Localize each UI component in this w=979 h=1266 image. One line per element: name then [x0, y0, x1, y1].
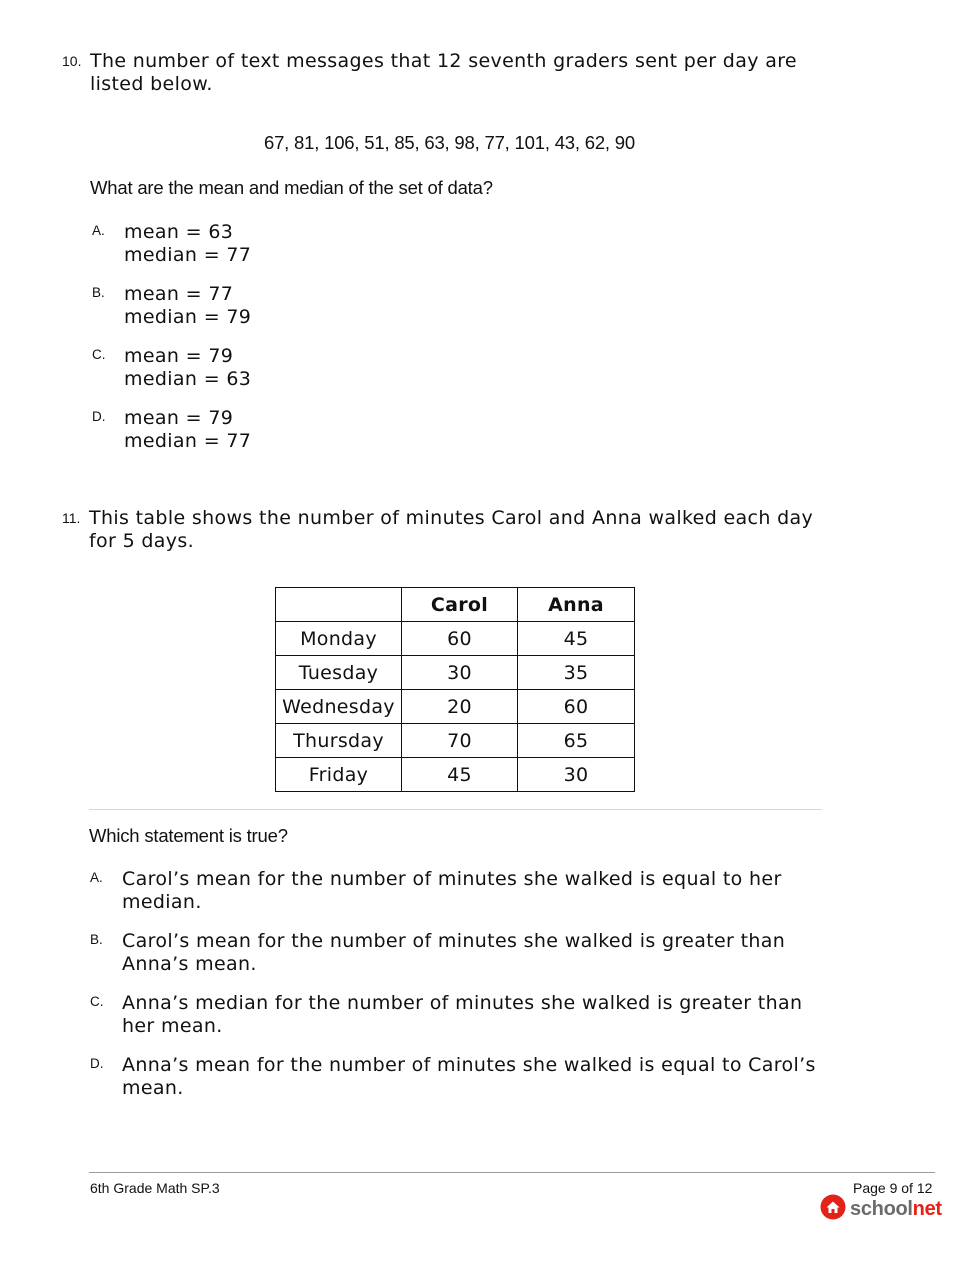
- q10-option-c-mean: mean = 79: [124, 345, 234, 367]
- q10-option-b[interactable]: [124, 283, 251, 329]
- table-cell-carol: 20: [402, 690, 518, 724]
- q10-option-a-letter: A.: [92, 223, 105, 238]
- q11-number: 11.: [62, 510, 81, 526]
- q11-option-c-letter: C.: [90, 994, 104, 1009]
- table-cell-day: Thursday: [276, 724, 402, 758]
- q10-option-d-letter: D.: [92, 409, 106, 424]
- q10-option-a-mean: mean = 63: [124, 221, 234, 243]
- table-cell-anna: 45: [518, 622, 635, 656]
- table-row: [276, 690, 635, 724]
- q10-option-c-letter: C.: [92, 347, 106, 362]
- table-cell-day: Monday: [276, 622, 402, 656]
- q11-option-c[interactable]: Anna’s median for the number of minutes she walked is greater than her mean.: [122, 992, 803, 1037]
- logo-text-net: net: [912, 1197, 942, 1220]
- table-header-day: [276, 588, 402, 622]
- q11-option-b-letter: B.: [90, 932, 103, 947]
- q10-option-d-mean: mean = 79: [124, 407, 234, 429]
- q11-option-d[interactable]: Anna’s mean for the number of minutes she walked is equal to Carol’s mean.: [122, 1054, 816, 1099]
- q10-option-d[interactable]: [124, 407, 251, 453]
- q10-option-c-median: median = 63: [124, 368, 252, 390]
- q10-text: The number of text messages that 12 seventh graders sent per day are listed below.: [90, 50, 797, 95]
- q11-prompt: Which statement is true?: [89, 825, 288, 846]
- table-cell-anna: 35: [518, 656, 635, 690]
- table-cell-anna: 30: [518, 758, 635, 792]
- house-icon: [820, 1194, 846, 1224]
- schoolnet-logo: [820, 1194, 942, 1224]
- q11-option-b[interactable]: Carol’s mean for the number of minutes she walked is greater than Anna’s mean.: [122, 930, 786, 975]
- q10-option-d-median: median = 77: [124, 430, 252, 452]
- table-header-anna: Anna: [518, 588, 635, 622]
- table-cell-day: Wednesday: [276, 690, 402, 724]
- q10-data-list: 67, 81, 106, 51, 85, 63, 98, 77, 101, 43, 62, 90: [264, 132, 635, 153]
- table-row: [276, 622, 635, 656]
- q10-option-a-median: median = 77: [124, 244, 252, 266]
- schoolnet-wordmark: [850, 1198, 942, 1221]
- section-divider: [89, 809, 822, 810]
- table-cell-carol: 30: [402, 656, 518, 690]
- footer-course-title: 6th Grade Math SP.3: [90, 1180, 220, 1196]
- q11-option-a-letter: A.: [90, 870, 103, 885]
- q10-option-b-mean: mean = 77: [124, 283, 234, 305]
- q10-prompt: What are the mean and median of the set of data?: [90, 177, 493, 198]
- table-row: [276, 656, 635, 690]
- table-row: [276, 758, 635, 792]
- walk-minutes-table: [275, 587, 635, 792]
- q11-option-d-letter: D.: [90, 1056, 104, 1071]
- table-cell-carol: 45: [402, 758, 518, 792]
- q10-option-a[interactable]: [124, 221, 251, 267]
- q10-option-b-letter: B.: [92, 285, 105, 300]
- q11-text: This table shows the number of minutes Carol and Anna walked each day for 5 days.: [89, 507, 814, 552]
- q10-option-b-median: median = 79: [124, 306, 252, 328]
- table-cell-day: Friday: [276, 758, 402, 792]
- table-cell-day: Tuesday: [276, 656, 402, 690]
- table-cell-anna: 65: [518, 724, 635, 758]
- q11-option-a[interactable]: Carol’s mean for the number of minutes she walked is equal to her median.: [122, 868, 782, 913]
- table-header-carol: Carol: [402, 588, 518, 622]
- table-cell-anna: 60: [518, 690, 635, 724]
- footer-page-number: Page 9 of 12: [853, 1180, 933, 1196]
- table-header-row: [276, 588, 635, 622]
- logo-text-school: school: [850, 1197, 913, 1220]
- footer-divider: [89, 1172, 935, 1173]
- table-cell-carol: 60: [402, 622, 518, 656]
- table-cell-carol: 70: [402, 724, 518, 758]
- q10-option-c[interactable]: [124, 345, 251, 391]
- q10-number: 10.: [62, 53, 82, 69]
- table-row: [276, 724, 635, 758]
